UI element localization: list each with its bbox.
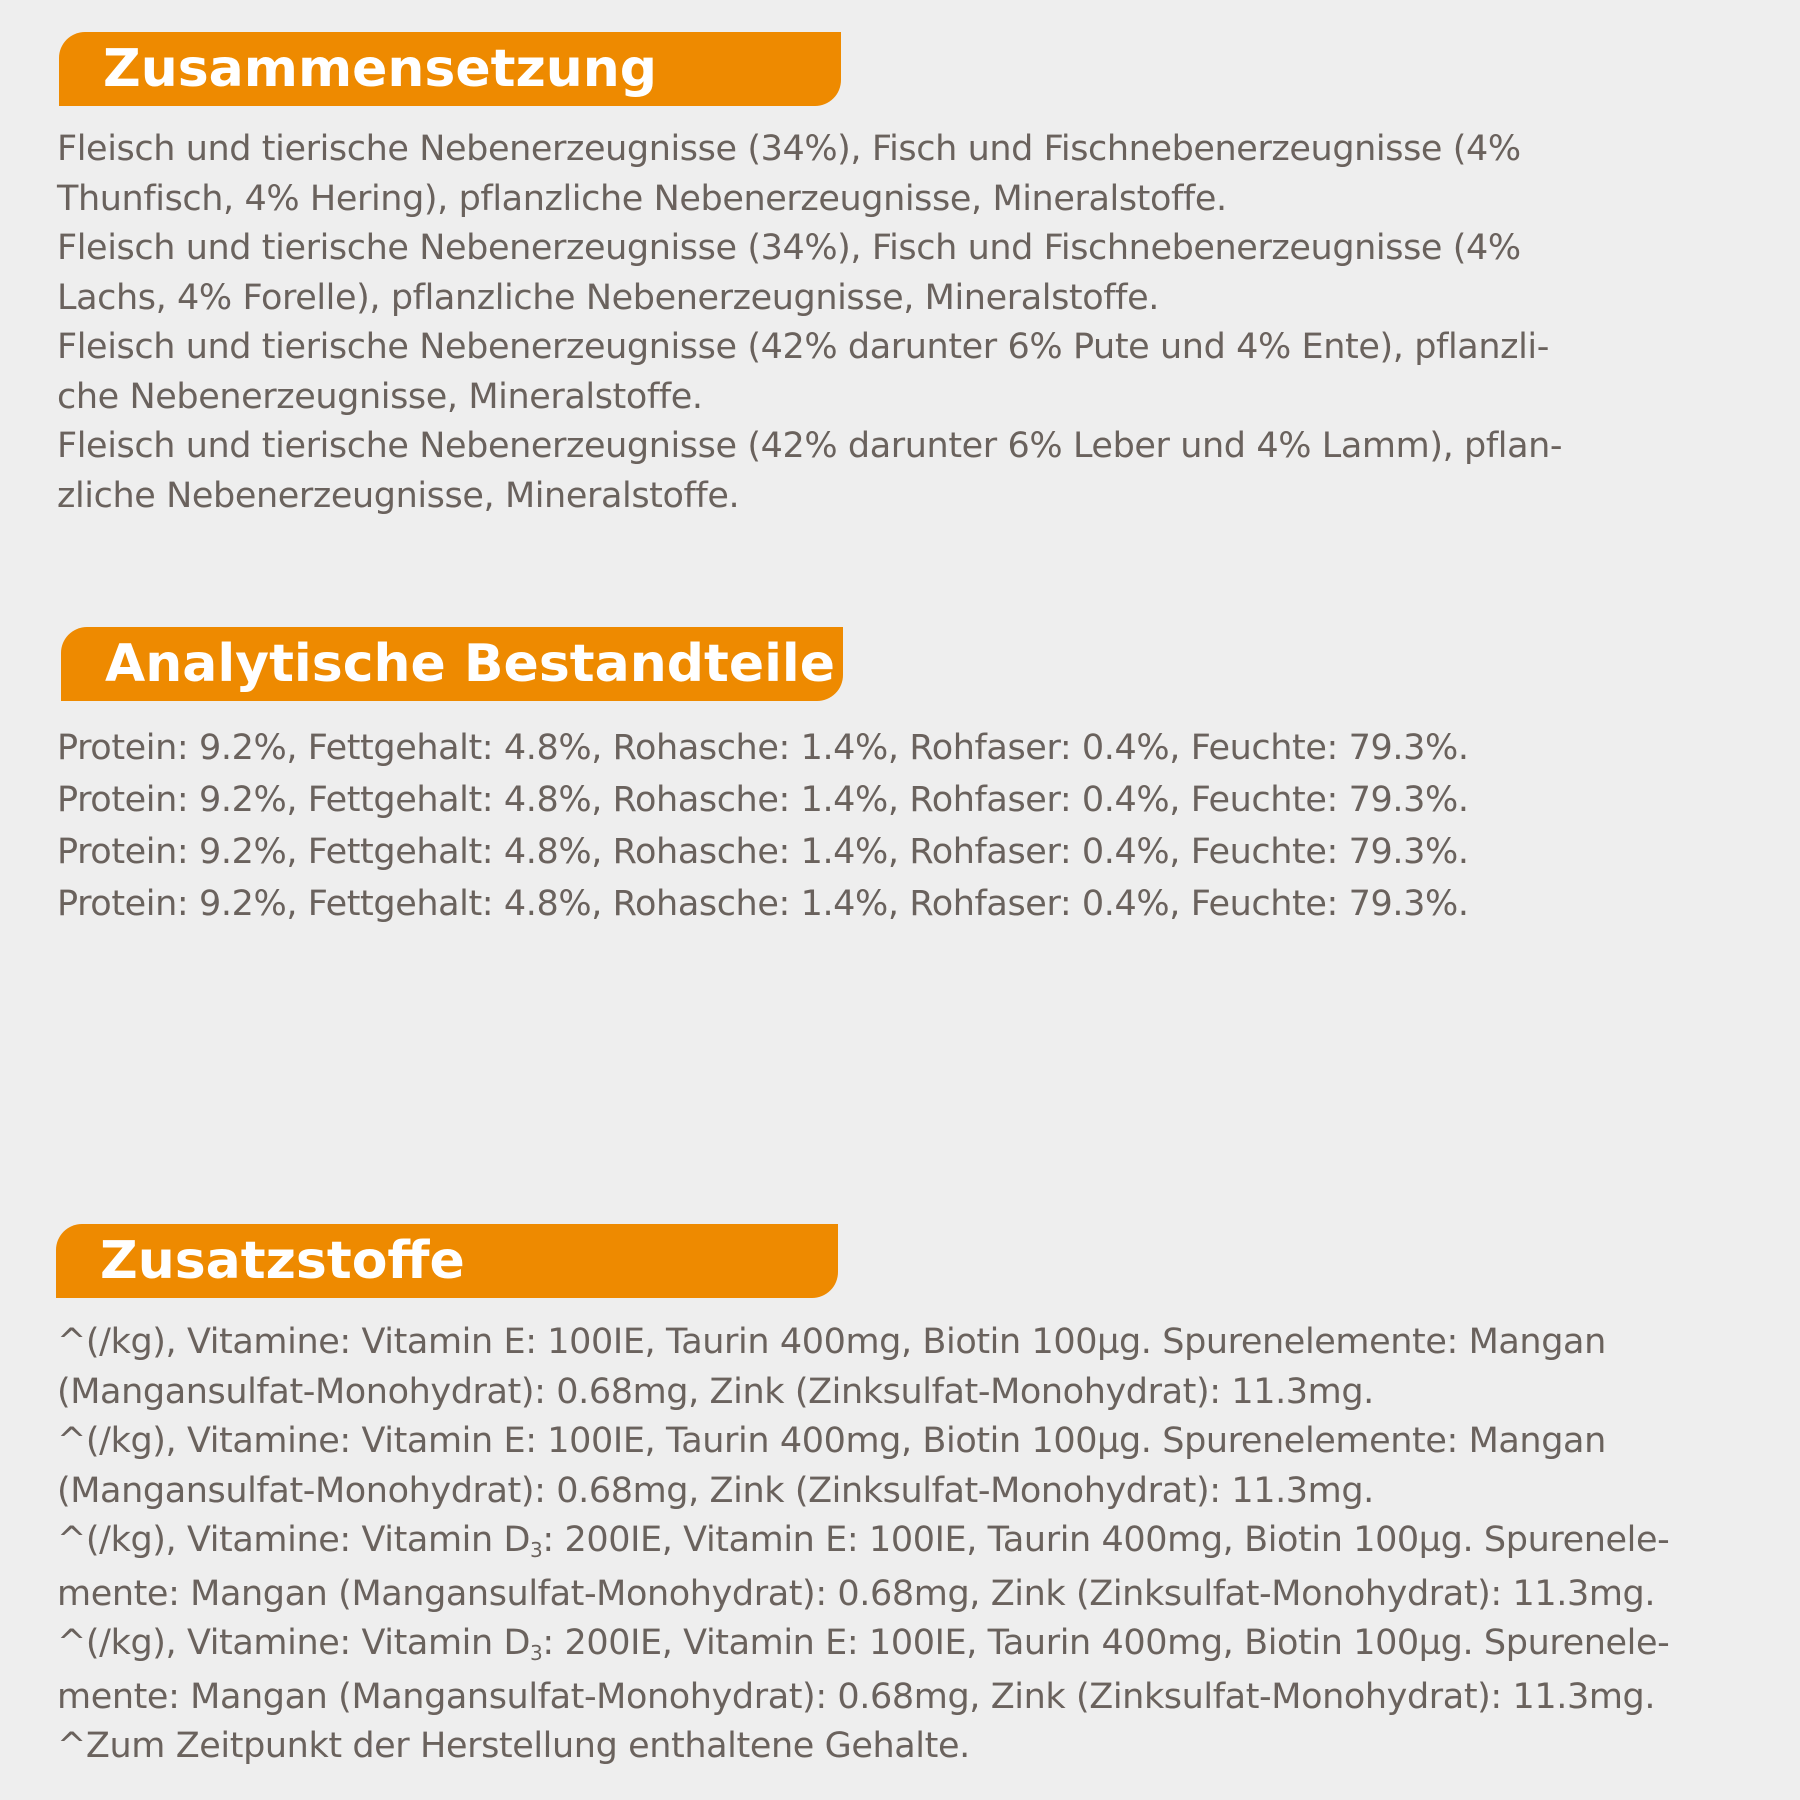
additives-title: Zusatzstoffe (100, 1231, 465, 1291)
composition-paragraph: Fleisch und tierische Nebenerzeugnisse (34%), Fisch und Fischnebenerzeugnisse (4% Lachs, 4% Forelle), pflanzliche Nebenerzeugnisse, Mineralstoffe. (57, 228, 1521, 318)
additives-paragraph: ^(/kg), Vitamine: Vitamin E: 100IE, Taurin 400mg, Biotin 100µg. Spurenelemente: Mangan (Mangansulfat-Monohydrat): 0.68mg, Zink (Zinksulfat-Monohydrat): 11.3mg. (57, 1421, 1606, 1511)
analytical-line: Protein: 9.2%, Fettgehalt: 4.8%, Rohasche: 1.4%, Rohfaser: 0.4%, Feuchte: 79.3%. (57, 884, 1469, 924)
analytical-line: Protein: 9.2%, Fettgehalt: 4.8%, Rohasche: 1.4%, Rohfaser: 0.4%, Feuchte: 79.3%. (57, 832, 1469, 872)
additives-footnote: ^Zum Zeitpunkt der Herstellung enthaltene Gehalte. (57, 1726, 970, 1766)
analytical-title: Analytische Bestandteile (105, 634, 836, 694)
composition-heading-bar (59, 32, 841, 106)
analytical-text (57, 722, 1469, 930)
additives-paragraph: ^(/kg), Vitamine: Vitamin E: 100IE, Taurin 400mg, Biotin 100µg. Spurenelemente: Mangan (Mangansulfat-Monohydrat): 0.68mg, Zink (Zinksulfat-Monohydrat): 11.3mg. (57, 1322, 1606, 1412)
composition-title: Zusammensetzung (103, 39, 658, 99)
additives-paragraph: ^(/kg), Vitamine: Vitamin $D_3$: 200IE, Vitamin E: 100IE, Taurin 400mg, Biotin 100µg. Spurenele- mente: Mangan (Mangansulfat-Monohydrat): 0.68mg, Zink (Zinksulfat-Monohydrat): 11.3mg. (57, 1623, 1670, 1717)
analytical-heading-bar (61, 627, 843, 701)
additives-text (57, 1318, 1669, 1772)
additives-paragraph: ^(/kg), Vitamine: Vitamin $D_3$: 200IE, Vitamin E: 100IE, Taurin 400mg, Biotin 100µg. Spurenele- mente: Mangan (Mangansulfat-Monohydrat): 0.68mg, Zink (Zinksulfat-Monohydrat): 11.3mg. (57, 1520, 1670, 1614)
analytical-line: Protein: 9.2%, Fettgehalt: 4.8%, Rohasche: 1.4%, Rohfaser: 0.4%, Feuchte: 79.3%. (57, 780, 1469, 820)
composition-paragraph: Fleisch und tierische Nebenerzeugnisse (42% darunter 6% Leber und 4% Lamm), pflan- zliche Nebenerzeugnisse, Mineralstoffe. (57, 426, 1563, 516)
additives-heading-bar (56, 1224, 838, 1298)
composition-paragraph: Fleisch und tierische Nebenerzeugnisse (42% darunter 6% Pute und 4% Ente), pflanzli- che Nebenerzeugnisse, Mineralstoffe. (57, 327, 1549, 417)
composition-text (57, 125, 1562, 521)
composition-paragraph: Fleisch und tierische Nebenerzeugnisse (34%), Fisch und Fischnebenerzeugnisse (4% Thunfisch, 4% Hering), pflanzliche Nebenerzeugnisse, Mineralstoffe. (57, 129, 1521, 219)
analytical-line: Protein: 9.2%, Fettgehalt: 4.8%, Rohasche: 1.4%, Rohfaser: 0.4%, Feuchte: 79.3%. (57, 728, 1469, 768)
